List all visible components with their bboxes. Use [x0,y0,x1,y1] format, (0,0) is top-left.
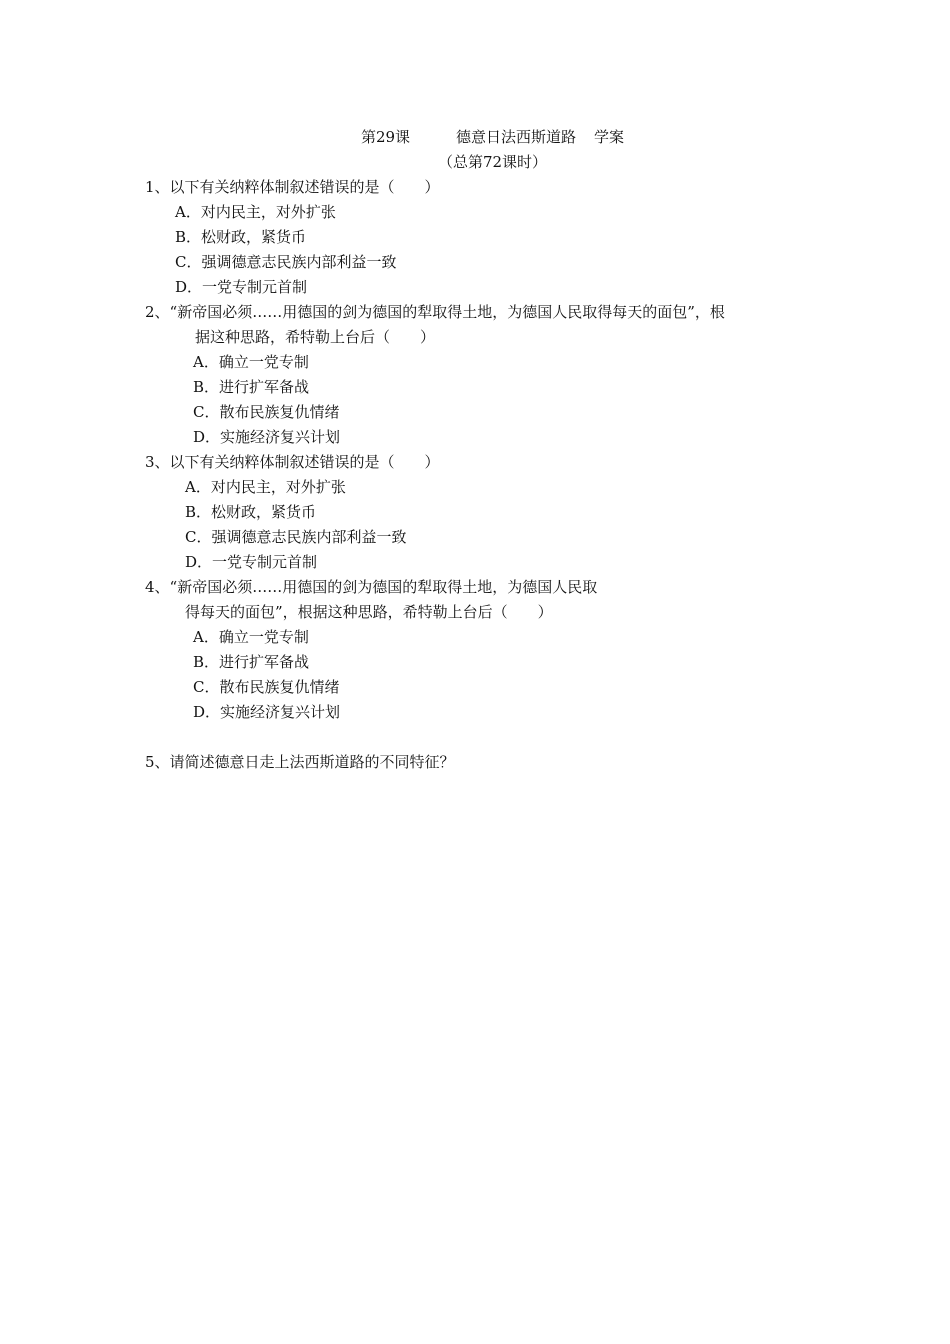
question-3-option-a: A．对内民主，对外扩张 [185,478,346,496]
page-subtitle: （总第72课时） [437,153,548,171]
question-4-option-a: A．确立一党专制 [193,628,309,646]
question-4-option-b: B．进行扩军备战 [193,653,310,671]
question-2-option-c: C．散布民族复仇情绪 [193,403,340,421]
question-3-stem: 3、以下有关纳粹体制叙述错误的是（ ） [145,453,440,471]
question-3-option-b: B．松财政，紧货币 [185,503,317,521]
lesson-kind: 学案 [594,128,625,146]
lesson-topic: 德意日法西斯道路 [456,128,577,146]
question-4-option-d: D．实施经济复兴计划 [193,703,341,721]
question-2-option-b: B．进行扩军备战 [193,378,310,396]
question-4-stem-continued: 得每天的面包”，根据这种思路，希特勒上台后（ ） [185,603,553,621]
question-1-option-a: A．对内民主，对外扩张 [175,203,336,221]
question-4-option-c: C．散布民族复仇情绪 [193,678,340,696]
question-3-option-d: D．一党专制元首制 [185,553,318,571]
question-2-stem-continued: 据这种思路，希特勒上台后（ ） [195,328,436,346]
lesson-number: 第29课 [360,128,411,146]
question-4-stem: 4、“新帝国必须……用德国的剑为德国的犁取得土地，为德国人民取 [145,578,598,596]
question-2-option-a: A．确立一党专制 [193,353,309,371]
question-5-stem: 5、请简述德意日走上法西斯道路的不同特征？ [145,753,455,771]
question-1-option-c: C．强调德意志民族内部利益一致 [175,253,397,271]
question-2-option-d: D．实施经济复兴计划 [193,428,341,446]
question-1-option-b: B．松财政，紧货币 [175,228,307,246]
page-title [0,127,950,147]
question-1-option-d: D．一党专制元首制 [175,278,308,296]
question-3-option-c: C．强调德意志民族内部利益一致 [185,528,407,546]
question-2-stem: 2、“新帝国必须……用德国的剑为德国的犁取得土地，为德国人民取得每天的面包”，根 [145,303,725,321]
question-1-stem: 1、以下有关纳粹体制叙述错误的是（ ） [145,178,440,196]
